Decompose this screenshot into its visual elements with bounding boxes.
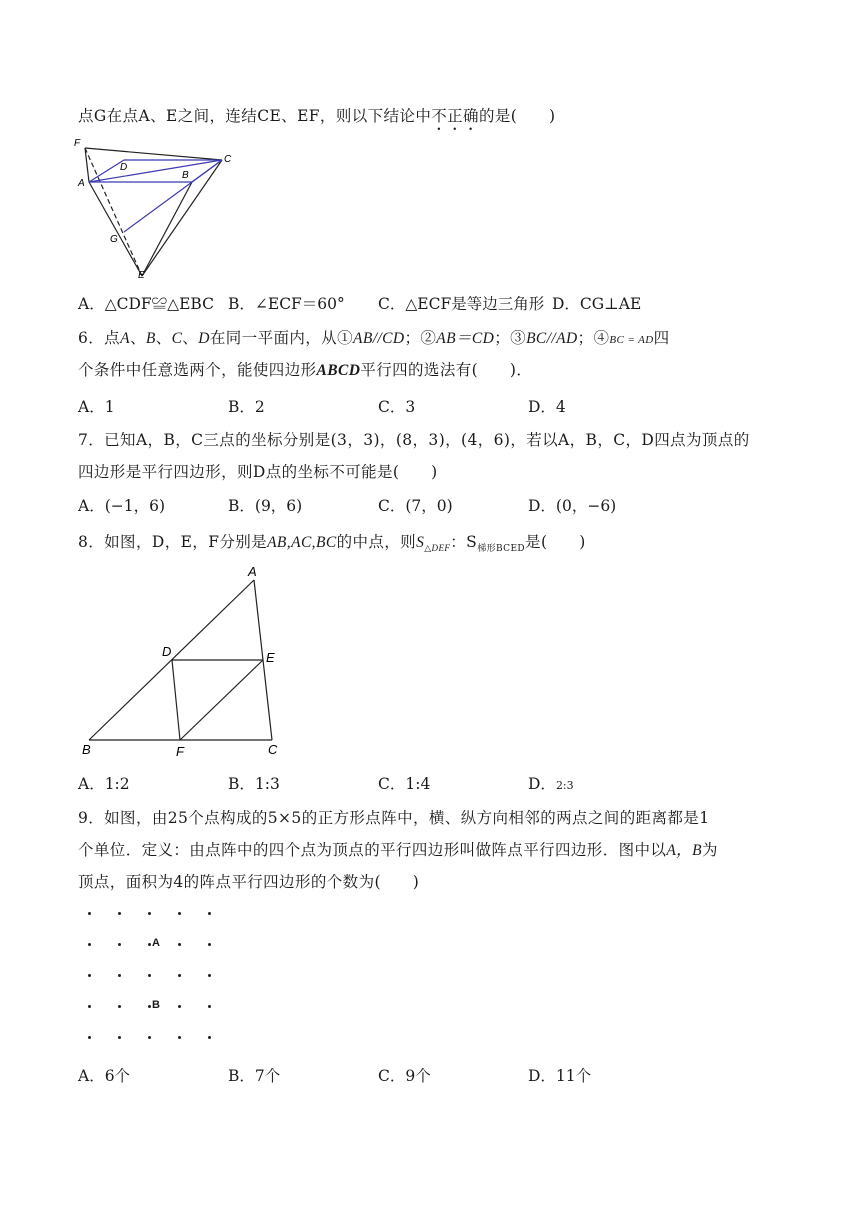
q5-label-g: G	[110, 234, 118, 245]
q6-option-a[interactable]: A．1	[78, 398, 115, 416]
q9-stem-line2: 个单位．定义：由点阵中的四个点为顶点的平行四边形叫做阵点平行四边形．图中以A，B为	[78, 841, 718, 859]
q8-label-c: C	[268, 742, 278, 757]
q6-option-d[interactable]: D．4	[528, 398, 566, 416]
q7-stem-line1: 7．已知A，B，C三点的坐标分别是(3，3)，(8，3)，(4，6)，若以A，B，C，D四点为顶点的	[78, 431, 750, 449]
grid-dot	[178, 1036, 181, 1039]
q7-option-c[interactable]: C．(7，0)	[378, 497, 453, 515]
q6-stem-line2: 个条件中任意选两个，能使四边形ABCD平行四的选法有( )．	[78, 361, 533, 379]
q6-stem-line1: 6．点A、B、C、D在同一平面内，从①AB//CD；②AB＝CD；③BC//AD；④BC = AD四	[78, 329, 670, 347]
q7-stem-line2: 四边形是平行四边形，则D点的坐标不可能是( )	[78, 463, 438, 481]
grid-dot	[88, 1005, 91, 1008]
q9-stem-line1: 9．如图，由25个点构成的5×5的正方形点阵中，横、纵方向相邻的两点之间的距离都是1	[78, 809, 710, 827]
q9-option-a[interactable]: A．6个	[78, 1067, 131, 1085]
q5-emphasis: 不正确	[431, 107, 479, 125]
q8-label-f: F	[176, 744, 184, 759]
grid-dot	[208, 1005, 211, 1008]
grid-dot	[88, 943, 91, 946]
q8-option-c[interactable]: C．1:4	[378, 775, 431, 793]
grid-dot	[178, 943, 181, 946]
q9-option-d[interactable]: D．11个	[528, 1067, 592, 1085]
grid-dot	[88, 974, 91, 977]
q5-figure	[72, 134, 242, 280]
q8-figure	[76, 562, 296, 762]
grid-dot	[118, 1036, 121, 1039]
q8-label-d: D	[162, 644, 172, 659]
q8-seg-ef	[180, 660, 263, 740]
grid-dot	[208, 974, 211, 977]
grid-dot	[118, 943, 121, 946]
grid-dot	[148, 943, 151, 946]
grid-dot	[148, 1005, 151, 1008]
q7-option-d[interactable]: D．(0，−6)	[528, 497, 617, 515]
q8-label-b: B	[82, 742, 91, 757]
q8-option-d[interactable]: D．2:3	[528, 775, 574, 793]
q5-label-f: F	[74, 138, 81, 149]
grid-dot	[208, 912, 211, 915]
q5-stem: 点G在点A、E之间，连结CE、EF，则以下结论中不正确的是( )	[78, 107, 556, 125]
q7-option-b[interactable]: B．(9，6)	[228, 497, 303, 515]
q9-label-a: A	[152, 937, 160, 949]
q5-option-b[interactable]: B．∠ECF＝60°	[228, 295, 345, 313]
q8-option-a[interactable]: A．1:2	[78, 775, 130, 793]
q8-option-b[interactable]: B．1:3	[228, 775, 280, 793]
grid-dot	[208, 1036, 211, 1039]
q8-label-a: A	[248, 564, 257, 579]
q9-label-b: B	[152, 999, 160, 1011]
q6-option-b[interactable]: B．2	[228, 398, 265, 416]
grid-dot	[148, 912, 151, 915]
grid-dot	[178, 1005, 181, 1008]
q5-label-d: D	[120, 162, 128, 173]
q8-label-e: E	[266, 650, 275, 665]
q5-seg-ae	[89, 182, 142, 276]
q8-stem: 8．如图，D，E，F分别是AB,AC,BC的中点，则$S_{\triangle DEF}$：$S_{梯形BCED}$是( )	[78, 533, 586, 555]
q9-option-b[interactable]: B．7个	[228, 1067, 281, 1085]
grid-dot	[148, 974, 151, 977]
q5-label-e: E	[138, 270, 145, 280]
grid-dot	[118, 1005, 121, 1008]
q5-seg-gc	[124, 160, 222, 232]
q5-label-a: A	[78, 178, 85, 189]
q5-option-a[interactable]: A．△CDF≌△EBC	[78, 295, 214, 313]
q8-seg-df	[172, 660, 180, 740]
q5-label-c: C	[224, 154, 232, 165]
q7-option-a[interactable]: A．(−1，6)	[78, 497, 165, 515]
grid-dot	[208, 943, 211, 946]
q5-option-c[interactable]: C．△ECF是等边三角形	[378, 295, 545, 313]
grid-dot	[178, 912, 181, 915]
grid-dot	[88, 1036, 91, 1039]
q5-seg-be	[142, 182, 192, 276]
grid-dot	[178, 974, 181, 977]
q5-seg-fa	[85, 148, 89, 182]
q5-seg-fc	[85, 148, 222, 160]
q5-seg-ac	[89, 160, 222, 182]
grid-dot	[118, 974, 121, 977]
q9-option-c[interactable]: C．9个	[378, 1067, 431, 1085]
grid-dot	[118, 912, 121, 915]
q9-stem-line3: 顶点，面积为4的阵点平行四边形的个数为( )	[78, 873, 420, 891]
grid-dot	[88, 912, 91, 915]
q5-label-b: B	[182, 170, 189, 181]
q6-option-c[interactable]: C．3	[378, 398, 416, 416]
grid-dot	[148, 1036, 151, 1039]
q5-option-d[interactable]: D．CG⊥AE	[552, 295, 642, 313]
